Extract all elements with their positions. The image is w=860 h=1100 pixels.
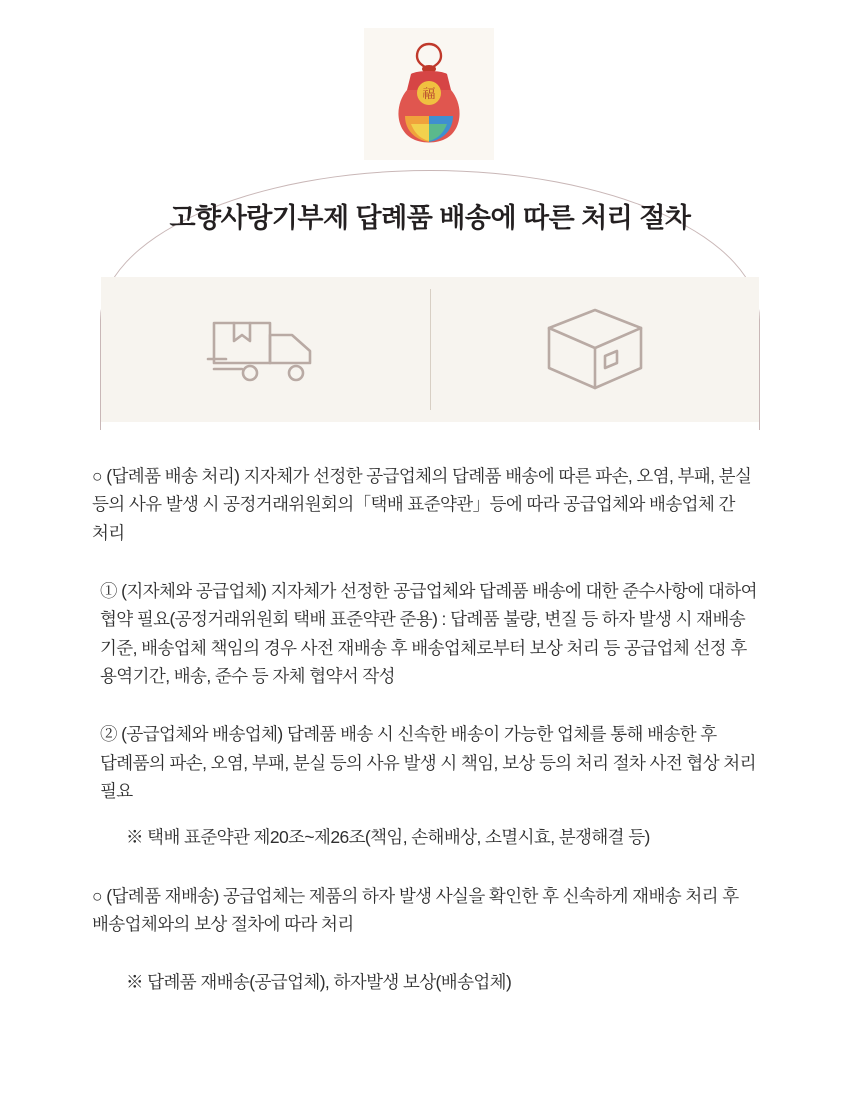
delivery-truck-icon: [206, 307, 326, 393]
note-standard-terms: ※ 택배 표준약관 제20조~제26조(책임, 손해배상, 소멸시효, 분쟁해결 등): [126, 827, 650, 848]
box-icon-cell: [430, 277, 759, 422]
document-body: [0, 462, 860, 1019]
pouch-character: 福: [422, 87, 436, 102]
hero-banner: [0, 0, 860, 450]
icon-band: [101, 277, 759, 422]
paragraph-redelivery: ○ (답례품 재배송) 공급업체는 제품의 하자 발생 사실을 확인한 후 신속하게 재배송 처리 후 배송업체와의 보상 절차에 따라 처리: [92, 885, 739, 935]
paragraph-delivery-handling: ○ (답례품 배송 처리) 지자체가 선정한 공급업체의 답례품 배송에 따른 파손, 오염, 부패, 분실 등의 사유 발생 시 공정거래위원회의「택배 표준약관」등에 따라 공급업체와 배송업체 간 처리: [92, 466, 752, 543]
page-title: 고향사랑기부제 답례품 배송에 따른 처리 절차: [169, 203, 691, 233]
lucky-pouch-icon: [364, 28, 494, 160]
parcel-box-icon: [543, 304, 647, 396]
truck-icon-cell: [101, 277, 430, 422]
note-redelivery-compensation: ※ 답례품 재배송(공급업체), 하자발생 보상(배송업체): [126, 972, 512, 993]
paragraph-item-1-local-gov-supplier: ① (지자체와 공급업체) 지자체가 선정한 공급업체와 답례품 배송에 대한 준수사항에 대하여 협약 필요(공정거래위원회 택배 표준약관 준용) : 답례품 불량, 변질 등 하자 발생 시 재배송 기준, 배송업체 책임의 경우 사전 재배송 후 배송업체로부터 보상 처리 등 공급업체 선정 후 용역기간, 배송, 준수 등 자체 협약서 작성: [100, 581, 757, 687]
paragraph-item-2-supplier-carrier: ② (공급업체와 배송업체) 답례품 배송 시 신속한 배송이 가능한 업체를 통해 배송한 후 답례품의 파손, 오염, 부패, 분실 등의 사유 발생 시 책임, 보상 등의 처리 절차 사전 협상 처리 필요: [100, 724, 756, 802]
